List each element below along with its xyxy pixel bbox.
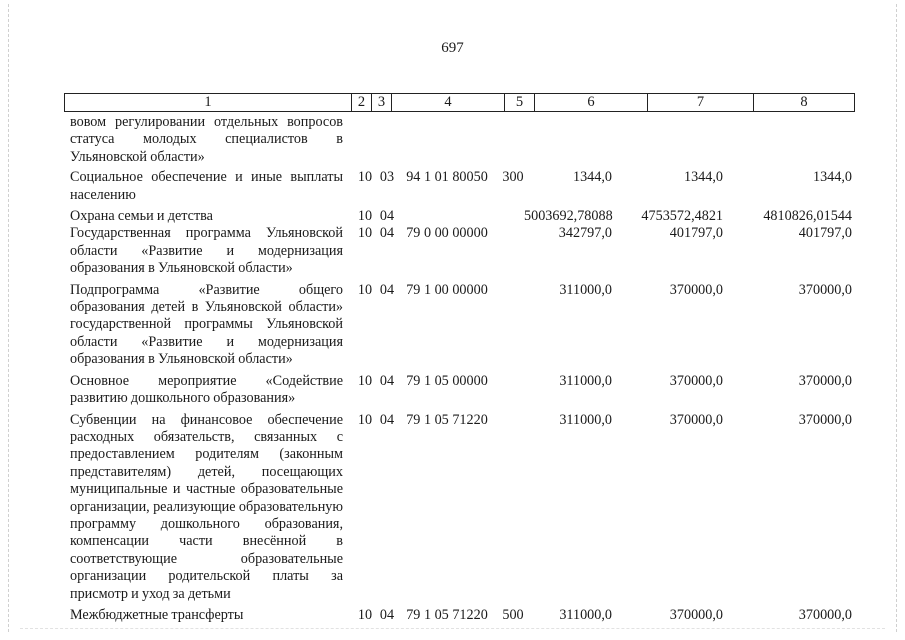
row-amount-col8: 370000,0 — [798, 281, 852, 298]
row-amount-col7: 370000,0 — [669, 606, 723, 623]
row-amount-col7: 401797,0 — [669, 225, 723, 242]
table-row — [64, 208, 854, 225]
row-amount-col7: 1344,0 — [683, 169, 723, 186]
budget-table-body — [64, 114, 854, 624]
row-amount-col8: 370000,0 — [798, 606, 852, 623]
row-amount-col6: 311000,0 — [559, 606, 612, 623]
row-section: 10 — [357, 169, 373, 186]
row-target-article: 79 1 05 71220 — [406, 606, 488, 623]
row-amount-col6: 311000,0 — [559, 281, 612, 298]
column-header-4: 4 — [392, 94, 505, 112]
row-description: Охрана семьи и детства — [70, 208, 213, 225]
row-description: Основное мероприятие «Содействие развитию дошкольного образования» — [70, 372, 343, 407]
row-amount-col8: 370000,0 — [798, 372, 852, 389]
column-header-row — [64, 93, 855, 112]
page-bottom-edge — [20, 628, 885, 629]
row-subsection: 04 — [379, 225, 395, 242]
column-header-7: 7 — [648, 94, 754, 112]
row-amount-col6: 1344,0 — [572, 169, 612, 186]
table-row — [64, 225, 854, 277]
column-header-3: 3 — [372, 94, 392, 112]
row-target-article: 79 1 05 71220 — [406, 411, 488, 428]
row-expense-type: 300 — [502, 169, 524, 186]
table-row — [64, 114, 854, 166]
row-target-article: 79 1 00 00000 — [406, 281, 488, 298]
row-description: Подпрограмма «Развитие общего образования детей в Ульяновской области» государственной программы Ульяновской области «Развитие и модернизация образования в Ульяновской области» — [70, 281, 343, 368]
row-subsection: 04 — [379, 411, 395, 428]
row-description: Государственная программа Ульяновской области «Развитие и модернизация образования в Ульяновской области» — [70, 225, 343, 277]
table-row — [64, 282, 854, 369]
row-target-article: 94 1 01 80050 — [406, 169, 488, 186]
page-number: 697 — [441, 40, 464, 56]
row-subsection: 03 — [379, 169, 395, 186]
row-section: 10 — [357, 606, 373, 623]
table-row — [64, 373, 854, 408]
row-description: Межбюджетные трансферты — [70, 606, 244, 623]
table-row — [64, 607, 854, 624]
row-amount-col6: 311000,0 — [559, 411, 612, 428]
row-amount-col8: 1344,0 — [812, 169, 852, 186]
row-subsection: 04 — [379, 372, 395, 389]
column-header-5: 5 — [505, 94, 535, 112]
row-section: 10 — [357, 281, 373, 298]
row-section: 10 — [357, 411, 373, 428]
column-header-6: 6 — [535, 94, 648, 112]
row-target-article: 79 1 05 00000 — [406, 372, 488, 389]
row-amount-col8: 4810826,01544 — [763, 208, 852, 225]
row-expense-type: 500 — [502, 606, 524, 623]
column-header-1: 1 — [65, 94, 352, 112]
row-description: вовом регулировании отдельных вопросов статуса молодых специалистов в Ульяновской области» — [70, 114, 343, 165]
row-amount-col7: 370000,0 — [669, 281, 723, 298]
row-amount-col6: 311000,0 — [559, 372, 612, 389]
row-subsection: 04 — [379, 606, 395, 623]
row-description: Социальное обеспечение и иные выплаты населению — [70, 169, 343, 203]
row-amount-col8: 370000,0 — [798, 411, 852, 428]
row-section: 10 — [357, 225, 373, 242]
row-amount-col7: 370000,0 — [669, 372, 723, 389]
column-header-8: 8 — [754, 94, 855, 112]
row-subsection: 04 — [379, 281, 395, 298]
row-subsection: 04 — [379, 208, 395, 225]
row-amount-col6: 342797,0 — [558, 225, 612, 242]
table-row — [64, 412, 854, 603]
row-section: 10 — [357, 372, 373, 389]
row-target-article: 79 0 00 00000 — [406, 225, 488, 242]
row-amount-col7: 370000,0 — [669, 411, 723, 428]
row-amount-col8: 401797,0 — [798, 225, 852, 242]
row-amount-col7: 4753572,4821 — [641, 208, 723, 225]
column-header-2: 2 — [352, 94, 372, 112]
table-row — [64, 169, 854, 204]
row-amount-col6: 5003692,78088 — [524, 208, 613, 225]
row-description: Субвенции на финансовое обеспечение расходных обязательств, связанных с предоставлением родителям (законным представителям) детей, посещающих муниципальные и частные образовательные организации, реализующие образовательную программу дошкольного образования, компенсации части внесённой в соответствующие образовательные организации родительской платы за присмотр и уход за детьми — [70, 411, 343, 602]
row-section: 10 — [357, 208, 373, 225]
